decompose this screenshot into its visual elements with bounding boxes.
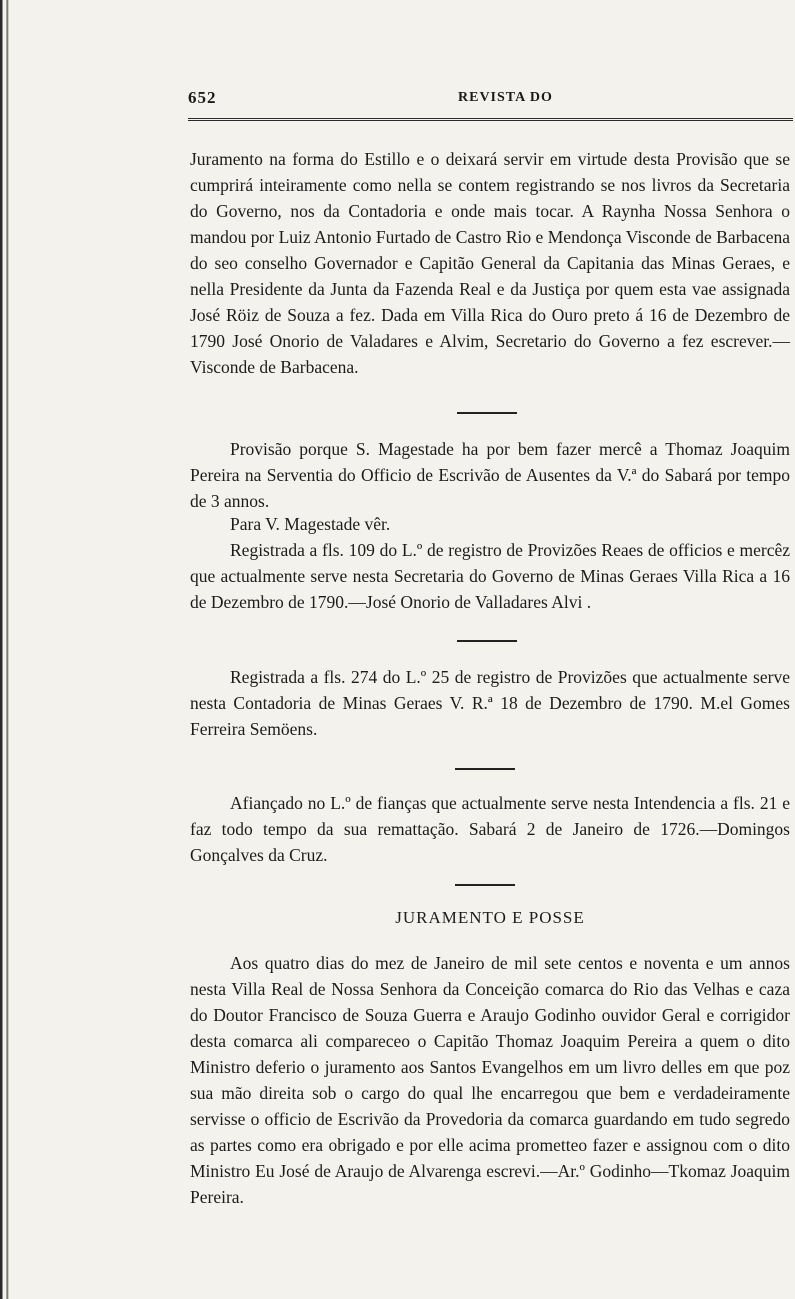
paragraph-provisao-mercê: Provisão porque S. Magestade ha por bem fazer mercê a Thomaz Joaquim Pereira na Serventia do Officio de Escrivão de Ausentes da V.ª do Sabará por tempo de 3 annos. [190,439,790,511]
separator-rule [455,884,515,886]
paragraph-afiancado: Afiançado no L.º de fianças que actualmente serve nesta Intendencia a fls. 21 e faz todo tempo da sua remattação. Sabará 2 de Janeiro de 1726.—Domingos Gonçalves da Cruz. [190,793,790,865]
paragraph-juramento-e-posse: Aos quatro dias do mez de Janeiro de mil sete centos e noventa e um annos nesta Villa Real de Nossa Senhora da Conceição comarca do Rio das Velhas e caza do Doutor Francisco de Souza Guerra e Araujo Godinho ouvidor Geral e corrigidor desta comarca ali compareceo o Capitão Thomaz Joaquim Pereira a quem o dito Ministro deferio o juramento aos Santos Evangelhos em um livro delles em que poz sua mão direita sob o cargo do qual lhe encarregou que bem e verdadeiramente servisse o officio de Escrivão da Provedoria da comarca guardando em tudo segredo as partes como era obrigado e por elle acima prometteo fazer e assignou com o dito Ministro Eu José de Araujo de Alvarenga escrevi.—Ar.º Godinho—Tkomaz Joaquim Pereira. [190,953,790,1207]
running-title: REVISTA DO [458,90,553,105]
paragraph-registrada-contadoria: Registrada a fls. 274 do L.º 25 de registro de Provizões que actualmente serve nesta Contadoria de Minas Geraes V. R.ª 18 de Dezembro de 1790. M.el Gomes Ferreira Semöens. [190,667,790,739]
page-binding-edge [0,0,12,1299]
paragraph-registrada-secretaria: Registrada a fls. 109 do L.º de registro de Provizões Reaes de officios e mercêz que actualmente serve nesta Secretaria do Governo de Minas Geraes Villa Rica a 16 de Dezembro de 1790.—José Onorio de Valladares Alvi . [190,540,790,612]
paragraph-juramento-provisao: Juramento na forma do Estillo e o deixará servir em virtude desta Provisão que se cumprirá inteiramente como nella se contem registrando se nos livros da Secretaria do Governo, nos da Contadoria e onde mais tocar. A Raynha Nossa Senhora o mandou por Luiz Antonio Furtado de Castro Rio e Mendonça Visconde de Barbacena do seo conselho Governador e Capitão General da Capitania das Minas Geraes, e nella Presidente da Junta da Fazenda Real e da Justiça por quem esta vae assignada José Röiz de Souza a fez. Dada em Villa Rica do Ouro preto á 16 de Dezembro de 1790 José Onorio de Valadares e Alvim, Secretario do Governo a fez escrever.—Visconde de Barbacena. [190,149,790,377]
section-title: JURAMENTO E POSSE [395,908,585,927]
header-rule [188,118,793,121]
separator-rule [457,412,517,414]
separator-rule [457,640,517,642]
separator-rule [455,768,515,770]
page-number: 652 [188,88,217,107]
page-header [188,88,768,112]
paragraph-para-magestade: Para V. Magestade vêr. [230,514,391,534]
